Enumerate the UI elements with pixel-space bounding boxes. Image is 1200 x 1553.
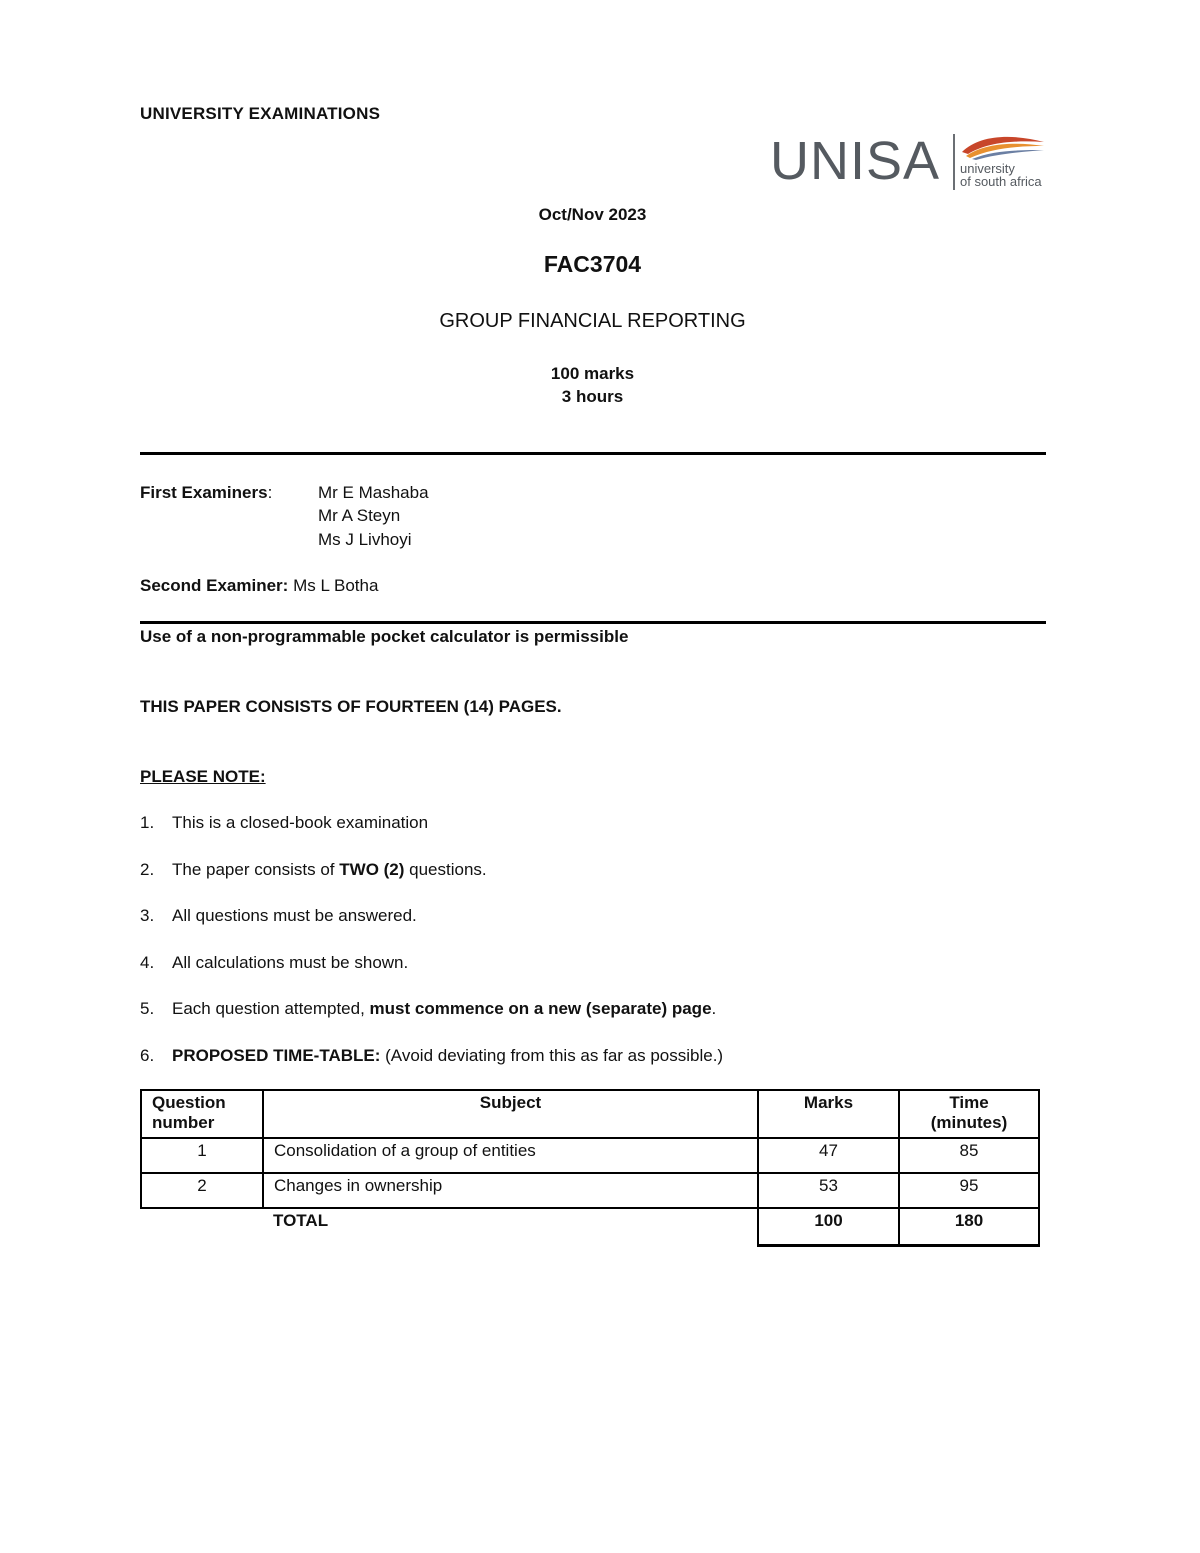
note-item: 2. The paper consists of TWO (2) questions. (140, 860, 487, 879)
first-examiner-name: Mr A Steyn (318, 506, 401, 525)
table-header-row (141, 1090, 1039, 1138)
cell-subject: Changes in ownership (263, 1173, 758, 1208)
divider-top (140, 452, 1046, 455)
calculator-notice: Use of a non-programmable pocket calculator is permissible (140, 627, 629, 646)
note-item: 1. This is a closed-book examination (140, 813, 429, 832)
total-label: TOTAL (273, 1211, 329, 1230)
divider-bottom (140, 621, 1046, 624)
first-examiner-name: Mr E Mashaba (318, 483, 429, 502)
cell-subject: Consolidation of a group of entities (263, 1138, 758, 1173)
cell-time: 85 (899, 1138, 1039, 1173)
exam-marks-duration (0, 362, 1185, 408)
logo-divider (953, 134, 955, 190)
module-title: GROUP FINANCIAL REPORTING (439, 310, 746, 332)
first-examiner-name: Ms J Livhoyi (318, 530, 412, 549)
cell-time: 95 (899, 1173, 1039, 1208)
note-item: 4. All calculations must be shown. (140, 953, 409, 972)
table-row (141, 1173, 1039, 1208)
table-total-row (141, 1208, 1039, 1246)
duration: 3 hours (561, 387, 624, 406)
second-examiner (140, 576, 378, 596)
header-question-number: Question number (141, 1090, 263, 1138)
total-marks-cell: 100 (758, 1208, 899, 1246)
header-subject: Subject (263, 1090, 758, 1138)
cell-question: 2 (141, 1173, 263, 1208)
cell-question: 1 (141, 1138, 263, 1173)
second-examiner-label: Second Examiner: (140, 576, 289, 595)
logo-swoosh-icon (958, 130, 1048, 160)
logo-subtitle: university of south africa (960, 161, 1042, 189)
table-row (141, 1138, 1039, 1173)
timetable (140, 1089, 1040, 1247)
note-item: 3. All questions must be answered. (140, 906, 417, 925)
please-note-heading: PLEASE NOTE: (140, 767, 266, 786)
first-examiners-label: First Examiners: (140, 483, 273, 502)
cell-marks: 53 (758, 1173, 899, 1208)
exam-date: Oct/Nov 2023 (538, 205, 647, 224)
note-item: 5. Each question attempted, must commence on a new (separate) page. (140, 999, 717, 1018)
exam-header-label: UNIVERSITY EXAMINATIONS (140, 104, 381, 123)
note-item: 6. PROPOSED TIME-TABLE: (Avoid deviating from this as far as possible.) (140, 1046, 724, 1065)
module-code: FAC3704 (543, 251, 642, 277)
header-time: Time (minutes) (899, 1090, 1039, 1138)
logo-wordmark: UNISA (770, 131, 941, 191)
cell-marks: 47 (758, 1138, 899, 1173)
total-time-cell: 180 (899, 1208, 1039, 1246)
total-marks: 100 marks (550, 364, 635, 383)
second-examiner-name: Ms L Botha (293, 576, 379, 595)
unisa-logo (770, 128, 1050, 192)
cell-empty (141, 1208, 263, 1246)
header-marks: Marks (758, 1090, 899, 1138)
page-count-notice: THIS PAPER CONSISTS OF FOURTEEN (14) PAGES. (140, 697, 562, 716)
